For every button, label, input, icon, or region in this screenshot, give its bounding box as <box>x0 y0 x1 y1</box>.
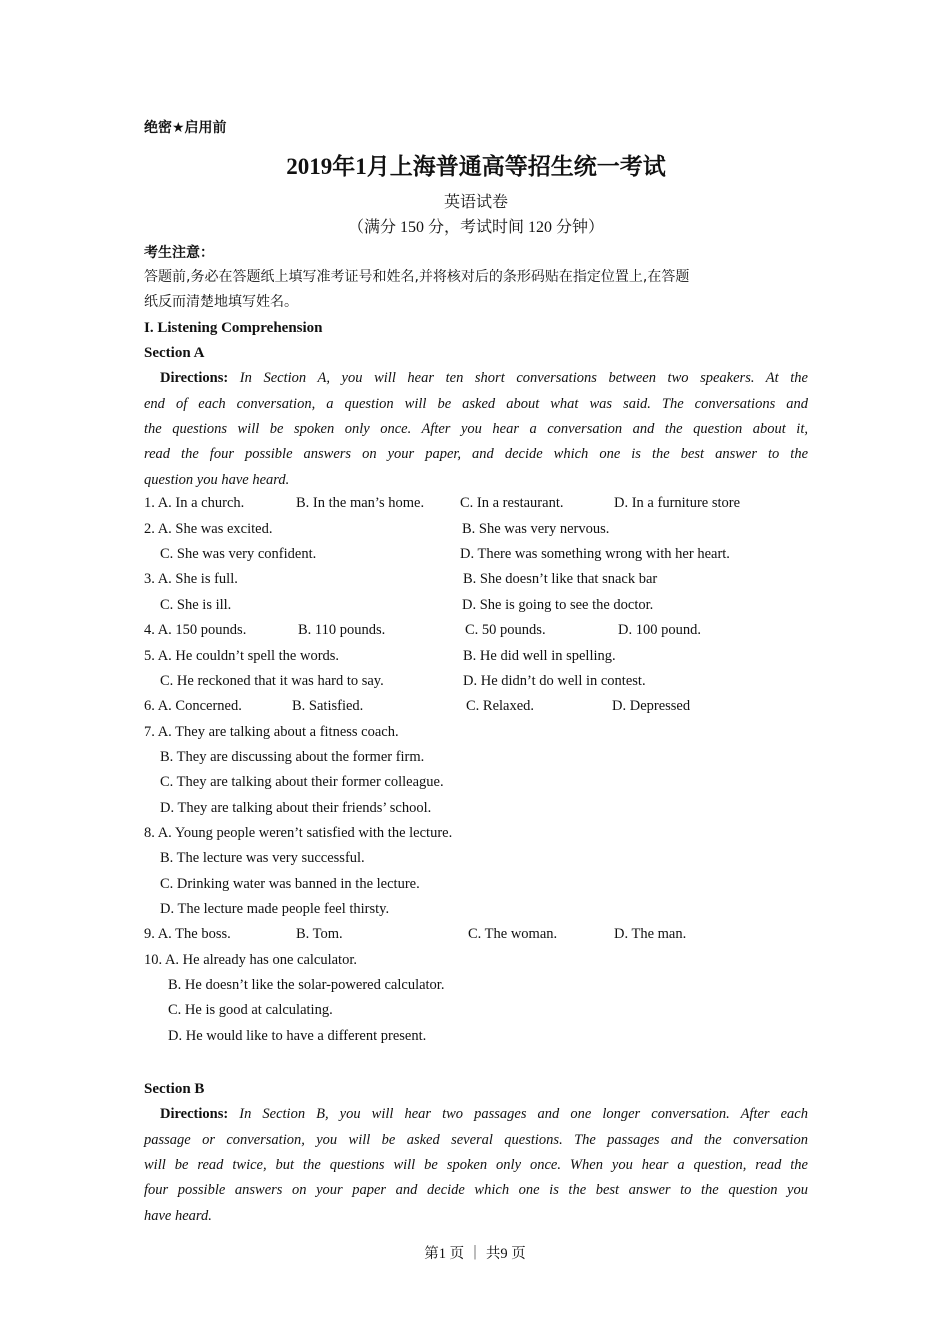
question-9-option-b: B. Tom. <box>296 926 343 942</box>
question-1-option-c: C. In a restaurant. <box>460 495 564 511</box>
question-5-option-b: B. He did well in spelling. <box>463 648 616 664</box>
question-4-option-d: D. 100 pound. <box>618 622 701 638</box>
directions-label: Directions: <box>160 370 229 386</box>
question-3-option-b: B. She doesn’t like that snack bar <box>463 571 658 587</box>
question-3-option-a: 3. A. She is full. <box>144 571 238 587</box>
question-6-option-c: C. Relaxed. <box>466 698 535 714</box>
question-6-option-b: B. Satisfied. <box>292 698 364 714</box>
question-8-option-a: 8. A. Young people weren’t satisfied with the lecture. <box>144 825 453 841</box>
question-1-option-d: D. In a furniture store <box>614 495 741 511</box>
question-4-option-a: 4. A. 150 pounds. <box>144 622 247 638</box>
section-b-directions-line: will be read twice, but the questions will be spoken only once. When you hear a question, read the <box>144 1157 808 1173</box>
exam-subtitle: 英语试卷 <box>443 194 508 211</box>
question-5-option-d: D. He didn’t do well in contest. <box>463 673 646 689</box>
section-b-directions-line: have heard. <box>144 1208 212 1224</box>
question-9-option-c: C. The woman. <box>468 926 558 942</box>
question-10-option-d: D. He would like to have a different present. <box>168 1028 427 1044</box>
question-8-option-c: C. Drinking water was banned in the lecture. <box>160 876 420 892</box>
question-9-option-d: D. The man. <box>614 926 687 942</box>
section-a-directions-line: question you have heard. <box>144 472 290 488</box>
section-a-heading: Section A <box>144 345 205 361</box>
section-b-heading: Section B <box>144 1081 205 1097</box>
score-time: （满分 150 分，考试时间 120 分钟） <box>347 219 604 236</box>
notice-line-1: 答题前,务必在答题纸上填写准考证号和姓名,并将核对后的条形码贴在指定位置上,在答题 <box>144 269 690 285</box>
question-5-option-a: 5. A. He couldn’t spell the words. <box>144 648 340 664</box>
question-3-option-d: D. She is going to see the doctor. <box>462 597 654 613</box>
question-2-option-c: C. She was very confident. <box>160 546 317 562</box>
question-10-option-a: 10. A. He already has one calculator. <box>144 952 357 968</box>
question-7-option-b: B. They are discussing about the former firm. <box>160 749 425 765</box>
section-b-directions-line: passage or conversation, you will be asked several questions. The passages and the conversation <box>144 1132 808 1148</box>
confidential-label: 绝密★启用前 <box>144 120 227 136</box>
question-9-option-a: 9. A. The boss. <box>144 926 231 942</box>
notice-label: 考生注意： <box>144 245 214 261</box>
question-7-option-c: C. They are talking about their former colleague. <box>160 774 444 790</box>
exam-title: 2019年1月上海普通高等招生统一考试 <box>286 154 666 179</box>
section-a-directions-line: end of each conversation, a question will be asked about what was said. The conversations and <box>144 396 808 412</box>
part-heading: I. Listening Comprehension <box>144 320 323 336</box>
section-a-directions-line: the questions will be spoken only once. After you hear a conversation and the question about it, <box>144 421 808 437</box>
question-7-option-a: 7. A. They are talking about a fitness coach. <box>144 724 399 740</box>
section-a-directions-line: Directions: In Section A, you will hear ten short conversations between two speakers. At the <box>160 370 808 386</box>
page-footer: 第1 页 ｜ 共9 页 <box>424 1246 526 1262</box>
question-6-option-a: 6. A. Concerned. <box>144 698 242 714</box>
question-1-option-a: 1. A. In a church. <box>144 495 245 511</box>
question-1-option-b: B. In the man’s home. <box>296 495 425 511</box>
section-b-directions-line: Directions: In Section B, you will hear two passages and one longer conversation. After each <box>160 1106 808 1122</box>
question-6-option-d: D. Depressed <box>612 698 691 714</box>
section-b-directions-line: four possible answers on your paper and decide which one is the best answer to the question you <box>144 1182 808 1198</box>
question-3-option-c: C. She is ill. <box>160 597 232 613</box>
question-4-option-b: B. 110 pounds. <box>298 622 386 638</box>
question-2-option-b: B. She was very nervous. <box>462 521 610 537</box>
question-10-option-c: C. He is good at calculating. <box>168 1002 333 1018</box>
question-2-option-d: D. There was something wrong with her heart. <box>460 546 730 562</box>
section-a-directions-line: read the four possible answers on your paper, and decide which one is the best answer to the <box>144 446 808 462</box>
question-2-option-a: 2. A. She was excited. <box>144 521 273 537</box>
question-8-option-d: D. The lecture made people feel thirsty. <box>160 901 390 917</box>
question-5-option-c: C. He reckoned that it was hard to say. <box>160 673 384 689</box>
question-7-option-d: D. They are talking about their friends’ school. <box>160 800 432 816</box>
directions-label: Directions: <box>160 1106 229 1122</box>
question-8-option-b: B. The lecture was very successful. <box>160 850 365 866</box>
question-4-option-c: C. 50 pounds. <box>465 622 546 638</box>
notice-line-2: 纸反而清楚地填写姓名。 <box>144 294 298 310</box>
question-10-option-b: B. He doesn’t like the solar-powered calculator. <box>168 977 445 993</box>
